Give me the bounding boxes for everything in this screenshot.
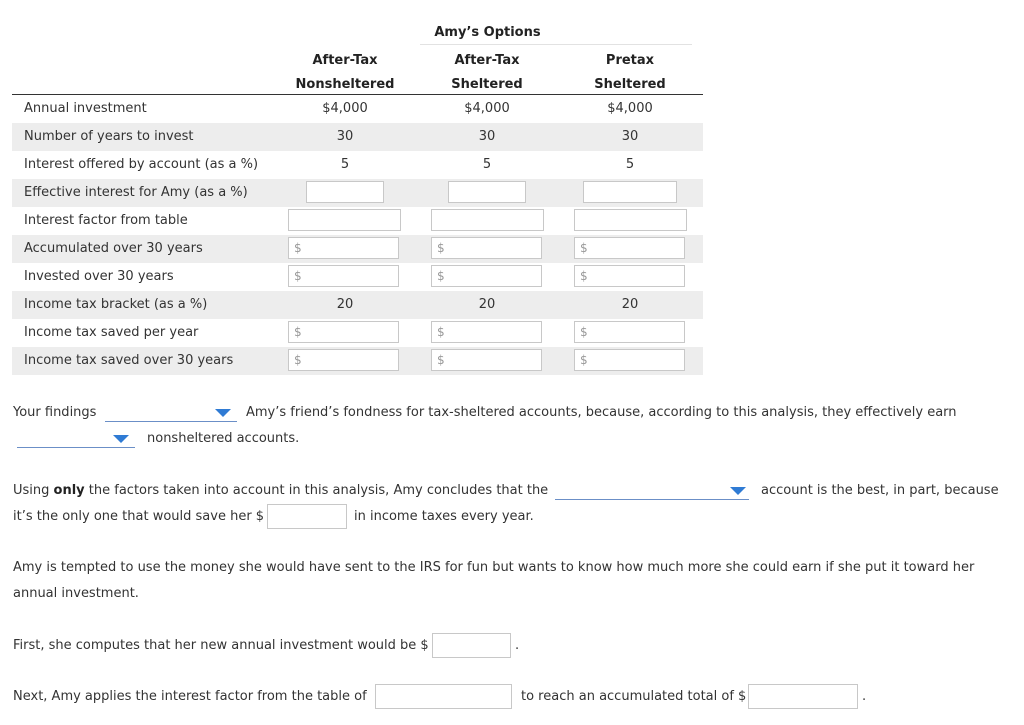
findings-middle: Amy’s friend’s fondness for tax-sheltered accounts, because, according to this analysis, they effectively earn [246, 405, 957, 420]
accumulated-input[interactable]: $ [288, 237, 399, 259]
chevron-down-icon [215, 409, 231, 417]
tax-saved-year-input[interactable]: $ [288, 321, 399, 343]
cell-value: 30 [478, 129, 496, 144]
best-account-dropdown[interactable] [555, 480, 749, 500]
chevron-down-icon [730, 487, 746, 495]
conclusion-part3: account is the best, in part, because [761, 483, 999, 498]
cell-value: $4,000 [322, 101, 368, 116]
invested-input[interactable]: $ [288, 265, 399, 287]
findings-dropdown-2[interactable] [17, 428, 135, 448]
tax-saved-30-input[interactable]: $ [431, 349, 542, 371]
cell-value: 5 [625, 157, 635, 172]
tempted-line1: Amy is tempted to use the money she would have sent to the IRS for fun but wants to know how much more she could earn if she put it toward her [13, 560, 975, 575]
accumulated-input[interactable]: $ [574, 237, 685, 259]
tempted-line2: annual investment. [13, 586, 139, 601]
cell-value: 5 [340, 157, 350, 172]
row-label-interest-offered: Interest offered by account (as a %) [24, 157, 259, 172]
cell-value: 30 [621, 129, 639, 144]
row-label-tax-bracket: Income tax bracket (as a %) [24, 297, 208, 312]
cell-value: 20 [336, 297, 354, 312]
row-label-invested: Invested over 30 years [24, 269, 174, 284]
cell-value: 20 [478, 297, 496, 312]
first-end: . [515, 638, 520, 653]
row-label-accumulated: Accumulated over 30 years [24, 241, 203, 256]
group-header: Amy’s Options [434, 25, 541, 40]
cell-value: 30 [336, 129, 354, 144]
effective-interest-input[interactable] [583, 181, 677, 203]
cell-value: $4,000 [607, 101, 653, 116]
row-label-effective-interest: Effective interest for Amy (as a %) [24, 185, 248, 200]
interest-factor-input[interactable] [288, 209, 401, 231]
first-text: First, she computes that her new annual investment would be $ [13, 638, 429, 653]
col-header-line2: Nonsheltered [295, 77, 395, 92]
col-header-pretax-sheltered [570, 49, 690, 97]
row-label-tax-saved-year: Income tax saved per year [24, 325, 199, 340]
effective-interest-input[interactable] [448, 181, 526, 203]
tax-saved-30-input[interactable]: $ [288, 349, 399, 371]
tax-saved-30-input[interactable]: $ [574, 349, 685, 371]
row-label-years: Number of years to invest [24, 129, 194, 144]
tax-saved-year-input[interactable]: $ [431, 321, 542, 343]
col-header-line1: Pretax [605, 53, 655, 68]
findings-prefix: Your findings [13, 405, 97, 420]
chevron-down-icon [113, 435, 129, 443]
findings-suffix: nonsheltered accounts. [147, 431, 300, 446]
findings-dropdown-1[interactable] [105, 402, 237, 422]
invested-input[interactable]: $ [574, 265, 685, 287]
conclusion-text [13, 481, 548, 501]
conclusion-part4: it’s the only one that would save her $ [13, 509, 265, 524]
interest-factor-input[interactable] [431, 209, 544, 231]
row-label-tax-saved-30: Income tax saved over 30 years [24, 353, 234, 368]
next-text2: to reach an accumulated total of $ [521, 689, 747, 704]
conclusion-part1: Using [13, 483, 54, 498]
conclusion-bold: only [53, 483, 85, 498]
next-text1: Next, Amy applies the interest factor from the table of [13, 689, 367, 704]
group-header-rule [420, 44, 692, 45]
col-header-nonsheltered [285, 49, 405, 97]
new-annual-investment-input[interactable] [432, 633, 511, 658]
cell-value: $4,000 [464, 101, 510, 116]
col-header-line2: Sheltered [594, 77, 666, 92]
col-header-line2: Sheltered [451, 77, 523, 92]
next-end: . [862, 689, 867, 704]
cell-value: 20 [621, 297, 639, 312]
accumulated-total-input[interactable] [748, 684, 858, 709]
col-header-line1: After-Tax [312, 53, 378, 68]
row-label-interest-factor: Interest factor from table [24, 213, 188, 228]
tax-savings-input[interactable] [267, 504, 347, 529]
col-header-aftertax-sheltered [427, 49, 547, 97]
tax-saved-year-input[interactable]: $ [574, 321, 685, 343]
invested-input[interactable]: $ [431, 265, 542, 287]
col-header-line1: After-Tax [454, 53, 520, 68]
conclusion-part5: in income taxes every year. [354, 509, 534, 524]
interest-factor-input[interactable] [574, 209, 687, 231]
conclusion-part2: the factors taken into account in this analysis, Amy concludes that the [84, 483, 549, 498]
accumulated-input[interactable]: $ [431, 237, 542, 259]
interest-factor-table-input[interactable] [375, 684, 512, 709]
effective-interest-input[interactable] [306, 181, 384, 203]
cell-value: 5 [482, 157, 492, 172]
row-label-annual-investment: Annual investment [24, 101, 147, 116]
